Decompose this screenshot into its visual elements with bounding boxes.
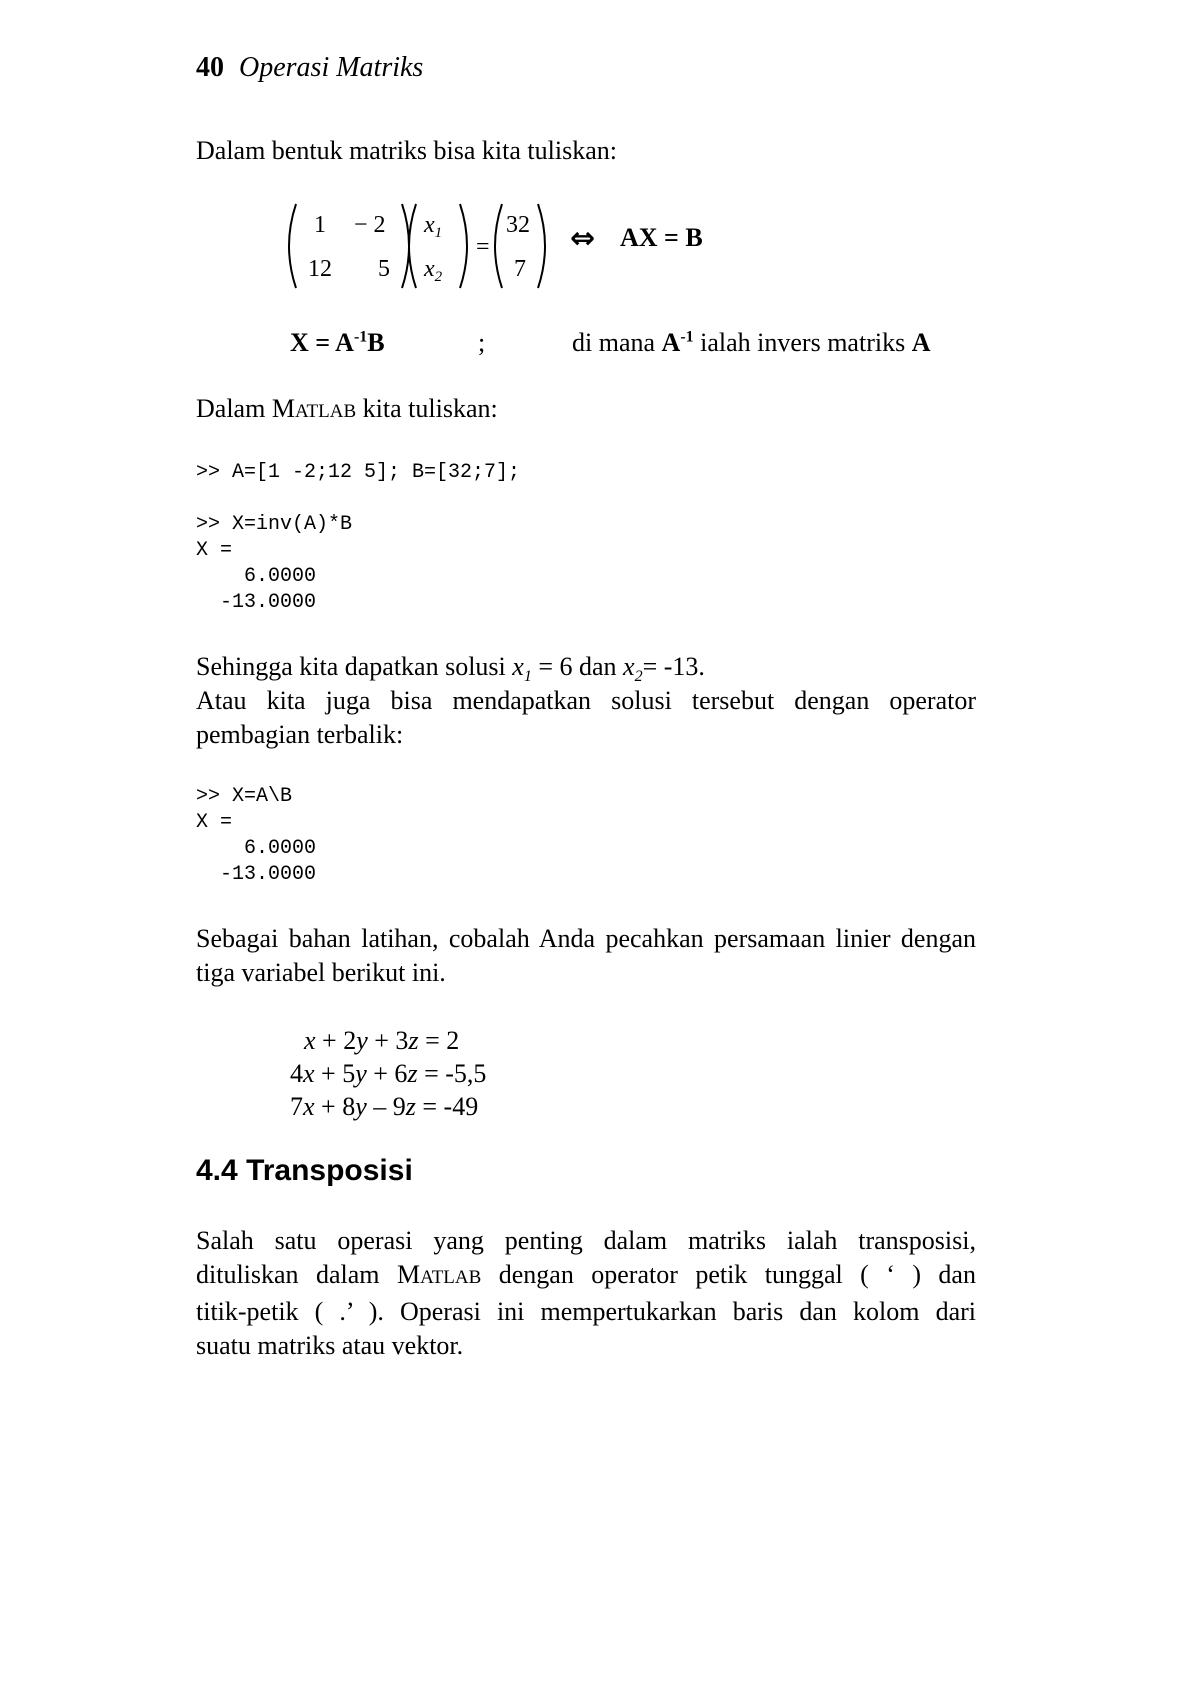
matrix-a-11: 1 <box>314 212 326 238</box>
intro-paragraph: Dalam bentuk matriks bisa kita tuliskan: <box>196 136 617 165</box>
iff-arrow: ⇔ <box>570 221 596 256</box>
equation-line: x + 2y + 3z = 2 <box>304 1026 460 1055</box>
exercise-paragraph: Sebagai bahan latihan, cobalah Anda pecahkan persamaan linier dengan tiga variabel berikut ini. <box>196 924 976 987</box>
section-heading: 4.4 Transposisi <box>196 1154 413 1187</box>
matlab-intro: Dalam MATLAB kita tuliskan: <box>196 394 498 423</box>
matrix-a-22: 5 <box>378 256 390 282</box>
equation-line: 4x + 5y + 6z = -5,5 <box>290 1059 487 1088</box>
transpose-paragraph: Salah satu operasi yang penting dalam matriks ialah transposisi, dituliskan dalam MATLAB dengan operator petik tunggal ( ‘ ) dan titik-petik ( .’ ). Operasi ini mempertukarkan baris dan kolom dari suatu matriks atau vektor. <box>196 1226 976 1360</box>
compact-equation: AX = B <box>620 223 703 252</box>
equation-system <box>290 1024 486 1123</box>
matrix-equation <box>280 200 750 296</box>
solution-formula: $X = A^{-1}B$ <box>290 328 385 357</box>
vector-x-2: $x_2$ <box>424 256 443 285</box>
code-block-1: >> A=[1 -2;12 5]; B=[32;7]; <box>196 461 521 484</box>
vector-b-2: 7 <box>514 256 526 282</box>
semicolon: ; <box>478 328 486 357</box>
page-number: 40 <box>196 52 224 83</box>
alt-method-paragraph: Atau kita juga bisa mendapatkan solusi tersebut dengan operator pembagian terbalik: <box>196 686 976 749</box>
vector-b-1: 32 <box>506 212 530 238</box>
inverse-description: di mana $A^{-1}$ ialah invers matriks A <box>572 328 931 357</box>
matrix-a-12: − 2 <box>354 212 386 238</box>
vector-x-1: $x_1$ <box>424 212 443 241</box>
code-block-3: >> X=A\B X = 6.0000 -13.0000 <box>196 785 317 886</box>
running-header <box>196 52 423 84</box>
equals-sign: = <box>476 234 490 260</box>
equation-line: 7x + 8y – 9z = -49 <box>290 1092 479 1121</box>
solution-text: Sehingga kita dapatkan solusi $x_1 = 6$ dan $x_2= -13$. <box>196 652 705 686</box>
running-title: Operasi Matriks <box>239 52 424 83</box>
code-block-2: >> X=inv(A)*B X = 6.0000 -13.0000 <box>196 513 353 614</box>
matrix-a-21: 12 <box>308 256 332 282</box>
